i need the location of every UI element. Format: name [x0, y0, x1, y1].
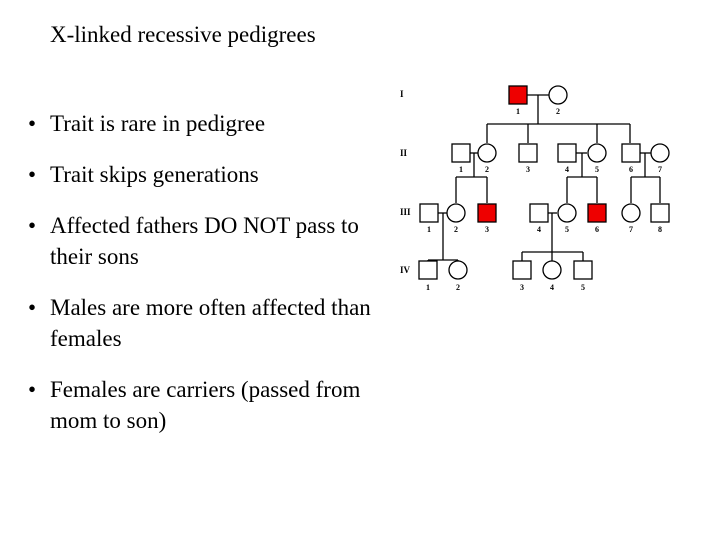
- individual-number: 2: [454, 225, 458, 234]
- bullet-item: [28, 374, 388, 436]
- individual-number: 1: [426, 283, 430, 292]
- bullet-dot: •: [28, 295, 37, 320]
- bullet-text: Affected fathers DO NOT pass to their sons: [50, 213, 359, 269]
- pedigree-affected-male: [509, 86, 527, 104]
- pedigree-female: [651, 144, 669, 162]
- bullet-dot: •: [28, 377, 37, 402]
- pedigree-female: [478, 144, 496, 162]
- individual-number: 5: [565, 225, 569, 234]
- pedigree-female: [622, 204, 640, 222]
- bullet-dot: •: [28, 162, 37, 187]
- individual-number: 6: [629, 165, 633, 174]
- individual-number: 5: [595, 165, 599, 174]
- pedigree-male: [558, 144, 576, 162]
- pedigree-affected-male: [588, 204, 606, 222]
- pedigree-male: [452, 144, 470, 162]
- bullet-item: [28, 210, 388, 272]
- generation-label: III: [400, 207, 411, 217]
- pedigree-female: [549, 86, 567, 104]
- bullet-item: [28, 108, 388, 139]
- individual-number: 8: [658, 225, 662, 234]
- individual-number: 3: [520, 283, 524, 292]
- individual-number: 4: [537, 225, 541, 234]
- pedigree-male: [513, 261, 531, 279]
- pedigree-male: [530, 204, 548, 222]
- generation-label: IV: [400, 265, 411, 275]
- individual-number: 3: [485, 225, 489, 234]
- pedigree-female: [449, 261, 467, 279]
- pedigree-affected-male: [478, 204, 496, 222]
- pedigree-lines: [428, 95, 660, 261]
- bullet-text: Trait skips generations: [50, 162, 259, 187]
- pedigree-male: [420, 204, 438, 222]
- individual-number: 2: [456, 283, 460, 292]
- generation-label: II: [400, 148, 408, 158]
- individual-number: 2: [485, 165, 489, 174]
- bullet-text: Males are more often affected than females: [50, 295, 371, 351]
- individual-number: 4: [550, 283, 554, 292]
- individual-number: 1: [427, 225, 431, 234]
- bullet-dot: •: [28, 213, 37, 238]
- slide-title: X-linked recessive pedigrees: [50, 22, 316, 47]
- pedigree-male: [519, 144, 537, 162]
- individual-number: 7: [629, 225, 633, 234]
- pedigree-male: [574, 261, 592, 279]
- bullet-list: [28, 108, 388, 456]
- individual-number: 6: [595, 225, 599, 234]
- pedigree-male: [651, 204, 669, 222]
- pedigree-chart: [390, 72, 690, 302]
- individual-number: 4: [565, 165, 569, 174]
- pedigree-male: [622, 144, 640, 162]
- individual-number: 7: [658, 165, 662, 174]
- pedigree-male: [419, 261, 437, 279]
- individual-number: 2: [556, 107, 560, 116]
- pedigree-female: [447, 204, 465, 222]
- bullet-text: Females are carriers (passed from mom to son): [50, 377, 361, 433]
- individual-number: 3: [526, 165, 530, 174]
- generation-label: I: [400, 89, 404, 99]
- pedigree-female: [543, 261, 561, 279]
- bullet-dot: •: [28, 111, 37, 136]
- pedigree-female: [588, 144, 606, 162]
- individual-number: 1: [516, 107, 520, 116]
- bullet-item: [28, 159, 388, 190]
- bullet-text: Trait is rare in pedigree: [50, 111, 266, 136]
- individual-number: 5: [581, 283, 585, 292]
- bullet-item: [28, 292, 388, 354]
- individual-number: 1: [459, 165, 463, 174]
- pedigree-female: [558, 204, 576, 222]
